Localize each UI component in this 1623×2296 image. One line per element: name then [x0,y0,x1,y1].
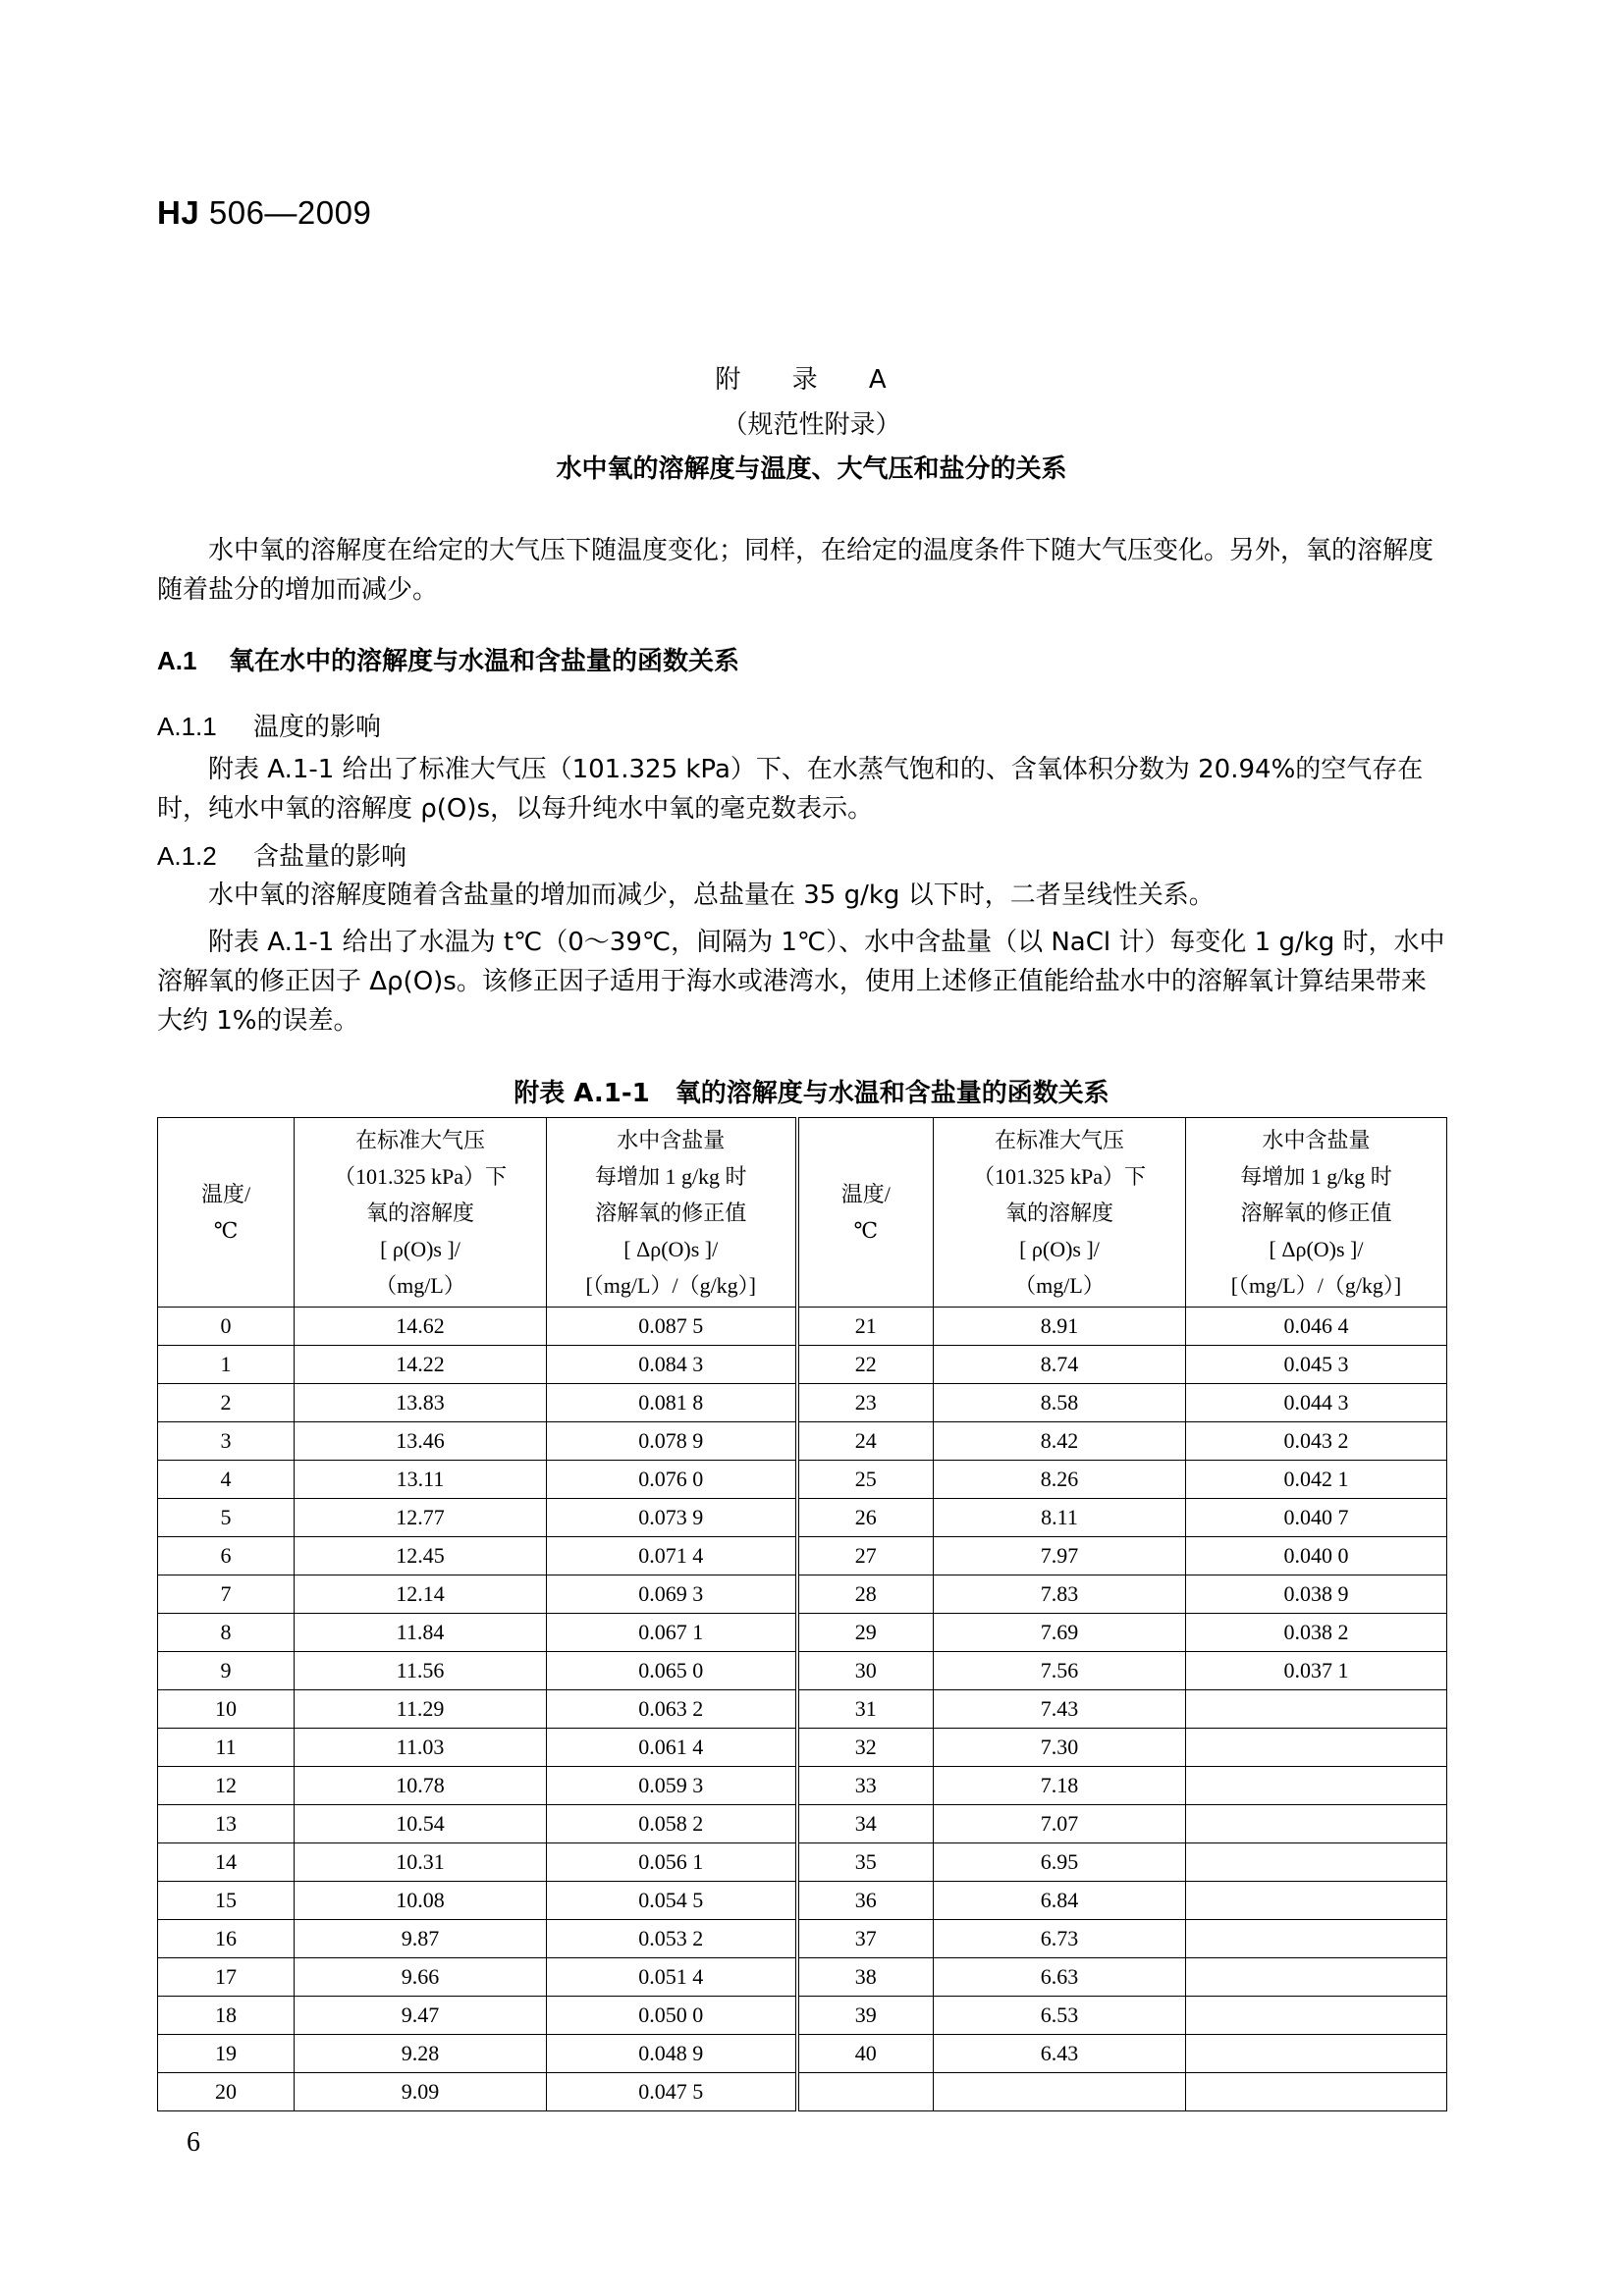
cell-temperature: 27 [797,1537,934,1575]
cell-solubility: 11.56 [295,1652,547,1690]
cell-solubility: 6.43 [934,2035,1186,2073]
table-row [158,1805,1447,1843]
cell-correction: 0.078 9 [547,1422,797,1461]
standard-number: 506—2009 [208,194,372,231]
cell-temperature: 39 [797,1997,934,2035]
cell-correction: 0.084 3 [547,1346,797,1384]
cell-temperature: 5 [158,1499,295,1537]
header-solubility-left [295,1118,547,1308]
header-temperature-left [158,1118,295,1308]
cell-correction: 0.081 8 [547,1384,797,1422]
cell-solubility: 12.14 [295,1575,547,1614]
cell-temperature: 30 [797,1652,934,1690]
cell-temperature: 15 [158,1882,295,1920]
cell-solubility: 7.18 [934,1767,1186,1805]
cell-solubility: 13.11 [295,1461,547,1499]
header-line: 水中含盐量 [617,1127,726,1152]
cell-temperature: 19 [158,2035,295,2073]
cell-correction: 0.071 4 [547,1537,797,1575]
header-line: [ ρ(O)s ]/ [1019,1236,1100,1261]
cell-correction: 0.054 5 [547,1882,797,1920]
paragraph-a12-2: 附表 A.1-1 给出了水温为 t℃（0～39℃，间隔为 1℃）、水中含盐量（以 NaCl 计）每变化 1 g/kg 时，水中溶解氧的修正因子 Δρ(O)s。该修正因子适用于海水或港湾水，使用上述修正值能给盐水中的溶解氧计算结果带来大约 1%的误差。 [157,928,1445,1036]
cell-correction [1186,1843,1447,1882]
table-row [158,1767,1447,1805]
cell-solubility: 7.30 [934,1729,1186,1767]
cell-temperature: 35 [797,1843,934,1882]
cell-temperature: 16 [158,1920,295,1958]
section-title: 含盐量的影响 [253,842,407,872]
cell-solubility: 7.07 [934,1805,1186,1843]
header-line: 在标准大气压 [354,1127,485,1152]
cell-temperature: 12 [158,1767,295,1805]
cell-temperature: 23 [797,1384,934,1422]
cell-solubility: 9.09 [295,2073,547,2111]
cell-correction [1186,2073,1447,2111]
table-row [158,1499,1447,1537]
cell-correction: 0.038 9 [1186,1575,1447,1614]
cell-solubility: 11.84 [295,1614,547,1652]
header-line: 在标准大气压 [994,1127,1124,1152]
cell-correction: 0.046 4 [1186,1308,1447,1346]
table-row [158,1537,1447,1575]
cell-correction: 0.051 4 [547,1958,797,1997]
cell-temperature: 28 [797,1575,934,1614]
section-a12-heading [157,836,406,873]
cell-solubility: 8.26 [934,1461,1186,1499]
header-line: （101.325 kPa）下 [972,1163,1146,1189]
cell-temperature: 22 [797,1346,934,1384]
cell-correction: 0.063 2 [547,1690,797,1729]
cell-correction: 0.047 5 [547,2073,797,2111]
cell-temperature: 14 [158,1843,295,1882]
cell-temperature: 2 [158,1384,295,1422]
cell-temperature [797,2073,934,2111]
table-row [158,1652,1447,1690]
cell-correction: 0.043 2 [1186,1422,1447,1461]
cell-temperature: 29 [797,1614,934,1652]
cell-correction: 0.038 2 [1186,1614,1447,1652]
cell-solubility: 12.45 [295,1537,547,1575]
cell-solubility: 6.63 [934,1958,1186,1997]
cell-solubility: 14.62 [295,1308,547,1346]
header-line: 氧的溶解度 [365,1200,474,1225]
header-temperature-right [797,1118,934,1308]
section-number: A.1.2 [157,841,217,871]
document-code [157,194,371,232]
table-row [158,1843,1447,1882]
table-row [158,1461,1447,1499]
header-line: 氧的溶解度 [1004,1200,1113,1225]
cell-correction: 0.061 4 [547,1729,797,1767]
cell-temperature: 20 [158,2073,295,2111]
cell-solubility: 7.83 [934,1575,1186,1614]
header-line: 水中含盐量 [1262,1127,1371,1152]
cell-solubility: 7.69 [934,1614,1186,1652]
header-line: ℃ [213,1218,239,1243]
cell-temperature: 13 [158,1805,295,1843]
cell-temperature: 33 [797,1767,934,1805]
header-line: （101.325 kPa）下 [333,1163,507,1189]
cell-solubility: 8.74 [934,1346,1186,1384]
cell-correction [1186,1997,1447,2035]
cell-correction: 0.067 1 [547,1614,797,1652]
cell-solubility: 6.53 [934,1997,1186,2035]
table-row [158,1729,1447,1767]
cell-correction [1186,1920,1447,1958]
cell-temperature: 18 [158,1997,295,2035]
table-body [158,1308,1447,2111]
section-a11-heading [157,707,381,743]
cell-temperature: 21 [797,1308,934,1346]
cell-correction [1186,1767,1447,1805]
cell-correction [1186,1882,1447,1920]
cell-solubility: 8.42 [934,1422,1186,1461]
cell-temperature: 1 [158,1346,295,1384]
cell-solubility: 7.97 [934,1537,1186,1575]
cell-correction: 0.056 1 [547,1843,797,1882]
cell-solubility [934,2073,1186,2111]
cell-solubility: 8.58 [934,1384,1186,1422]
header-line: [（mg/L）/（g/kg）] [1230,1272,1402,1298]
header-line: （mg/L） [375,1272,465,1298]
header-line: （mg/L） [1014,1272,1105,1298]
header-line: 温度/ [200,1182,251,1206]
paragraph-a11: 附表 A.1-1 给出了标准大气压（101.325 kPa）下、在水蒸气饱和的、含氧体积分数为 20.94%的空气存在时，纯水中氧的溶解度 ρ(O)s，以每升纯水中氧的毫克数表示。 [157,755,1424,824]
cell-solubility: 10.08 [295,1882,547,1920]
cell-solubility: 11.03 [295,1729,547,1767]
cell-solubility: 13.46 [295,1422,547,1461]
cell-correction [1186,2035,1447,2073]
cell-correction [1186,1958,1447,1997]
cell-correction: 0.048 9 [547,2035,797,2073]
cell-temperature: 32 [797,1729,934,1767]
table-row [158,1614,1447,1652]
cell-correction: 0.076 0 [547,1461,797,1499]
table-row [158,2073,1447,2111]
cell-temperature: 7 [158,1575,295,1614]
cell-solubility: 14.22 [295,1346,547,1384]
cell-temperature: 31 [797,1690,934,1729]
table-row [158,1997,1447,2035]
table-row [158,1575,1447,1614]
appendix-title: 附 录 A [715,365,908,395]
cell-temperature: 40 [797,2035,934,2073]
cell-temperature: 24 [797,1422,934,1461]
cell-temperature: 26 [797,1499,934,1537]
cell-correction: 0.087 5 [547,1308,797,1346]
cell-correction: 0.053 2 [547,1920,797,1958]
cell-correction: 0.065 0 [547,1652,797,1690]
header-line: [ ρ(O)s ]/ [380,1236,460,1261]
cell-solubility: 10.54 [295,1805,547,1843]
section-a1-heading [157,641,739,677]
table-row [158,1346,1447,1384]
cell-solubility: 6.73 [934,1920,1186,1958]
header-line: ℃ [853,1218,879,1243]
header-salinity-correction-right [1186,1118,1447,1308]
cell-solubility: 8.11 [934,1499,1186,1537]
section-title: 温度的影响 [253,713,382,742]
cell-solubility: 7.43 [934,1690,1186,1729]
cell-temperature: 37 [797,1920,934,1958]
cell-temperature: 4 [158,1461,295,1499]
cell-solubility: 9.87 [295,1920,547,1958]
cell-temperature: 17 [158,1958,295,1997]
table-caption: 附表 A.1-1 氧的溶解度与水温和含盐量的函数关系 [514,1079,1109,1108]
section-number: A.1 [157,646,197,675]
table-row [158,1882,1447,1920]
table-row [158,1308,1447,1346]
cell-solubility: 10.31 [295,1843,547,1882]
header-line: 温度/ [840,1182,891,1206]
cell-temperature: 11 [158,1729,295,1767]
cell-correction: 0.042 1 [1186,1461,1447,1499]
cell-temperature: 25 [797,1461,934,1499]
cell-correction: 0.037 1 [1186,1652,1447,1690]
cell-temperature: 8 [158,1614,295,1652]
header-line: 每增加 1 g/kg 时 [1240,1163,1392,1189]
table-row [158,1384,1447,1422]
header-line: [ Δρ(O)s ]/ [623,1236,719,1261]
solubility-table [157,1117,1447,2111]
cell-correction: 0.050 0 [547,1997,797,2035]
cell-solubility: 13.83 [295,1384,547,1422]
cell-solubility: 6.84 [934,1882,1186,1920]
cell-solubility: 7.56 [934,1652,1186,1690]
table-row [158,1920,1447,1958]
appendix-heading: 水中氧的溶解度与温度、大气压和盐分的关系 [556,454,1067,484]
cell-correction: 0.058 2 [547,1805,797,1843]
cell-correction [1186,1729,1447,1767]
cell-solubility: 6.95 [934,1843,1186,1882]
cell-temperature: 3 [158,1422,295,1461]
cell-temperature: 36 [797,1882,934,1920]
cell-temperature: 34 [797,1805,934,1843]
cell-solubility: 8.91 [934,1308,1186,1346]
section-number: A.1.1 [157,712,217,741]
cell-solubility: 10.78 [295,1767,547,1805]
cell-correction: 0.069 3 [547,1575,797,1614]
header-line: [ Δρ(O)s ]/ [1269,1236,1364,1261]
page-number: 6 [187,2127,200,2158]
table-header-row [158,1118,1447,1308]
table-row [158,1690,1447,1729]
appendix-subtitle: （规范性附录） [722,410,901,440]
cell-temperature: 38 [797,1958,934,1997]
cell-temperature: 0 [158,1308,295,1346]
table-row [158,2035,1447,2073]
cell-correction: 0.040 7 [1186,1499,1447,1537]
intro-paragraph: 水中氧的溶解度在给定的大气压下随温度变化；同样，在给定的温度条件下随大气压变化。另外，氧的溶解度随着盐分的增加而减少。 [157,536,1434,605]
header-line: 每增加 1 g/kg 时 [594,1163,747,1189]
header-line: [（mg/L）/（g/kg）] [585,1272,757,1298]
header-salinity-correction-left [547,1118,797,1308]
table-row [158,1958,1447,1997]
cell-correction: 0.073 9 [547,1499,797,1537]
cell-temperature: 9 [158,1652,295,1690]
table-row [158,1422,1447,1461]
cell-correction [1186,1805,1447,1843]
header-solubility-right [934,1118,1186,1308]
section-title: 氧在水中的溶解度与水温和含盐量的函数关系 [229,647,740,676]
cell-temperature: 6 [158,1537,295,1575]
cell-temperature: 10 [158,1690,295,1729]
cell-correction: 0.044 3 [1186,1384,1447,1422]
cell-solubility: 12.77 [295,1499,547,1537]
cell-solubility: 9.66 [295,1958,547,1997]
header-line: 溶解氧的修正值 [1240,1200,1392,1225]
cell-correction: 0.040 0 [1186,1537,1447,1575]
cell-correction: 0.059 3 [547,1767,797,1805]
standard-prefix: HJ [157,194,200,231]
cell-solubility: 9.28 [295,2035,547,2073]
header-line: 溶解氧的修正值 [595,1200,747,1225]
cell-solubility: 11.29 [295,1690,547,1729]
paragraph-a12-1: 水中氧的溶解度随着含盐量的增加而减少，总盐量在 35 g/kg 以下时，二者呈线性关系。 [208,881,1215,910]
cell-solubility: 9.47 [295,1997,547,2035]
cell-correction [1186,1690,1447,1729]
cell-correction: 0.045 3 [1186,1346,1447,1384]
